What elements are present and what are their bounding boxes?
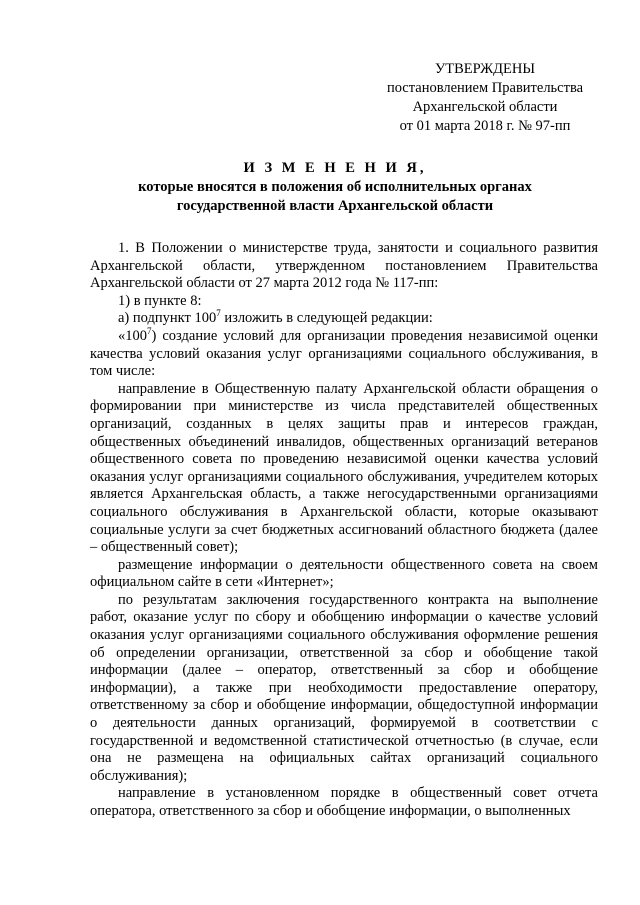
- approval-line-resolution: постановлением Правительства: [386, 80, 584, 96]
- quoted-clause-start: «100: [118, 327, 147, 344]
- approval-line-date-number: от 01 марта 2018 г. № 97-пп: [399, 118, 571, 134]
- subitem-a-superscript: 7: [216, 308, 221, 319]
- subitem-a-text-start: а) подпункт 100: [118, 310, 217, 327]
- heading-title: И З М Е Н Е Н И Я,: [243, 160, 427, 176]
- document-heading: [60, 159, 610, 216]
- approval-line-approved: УТВЕРЖДЕНЫ: [434, 61, 536, 77]
- subitem-a-text-end: изложить в следующей редакции:: [220, 310, 433, 327]
- paragraph-1: 1. В Положении о министерстве труда, занятости и социального развития Архангельской области, утвержденном постановлением Правительства Архангельской области от 27 марта 2012 года № 117-пп:: [90, 240, 598, 292]
- paragraph-subitem-a: [90, 310, 598, 328]
- paragraph-item-1: 1) в пункте 8:: [118, 292, 202, 309]
- paragraph-contract-results: по результатам заключения государственного контракта на выполнение работ, оказание услуг по сбору и обобщению информации о качестве условий оказания услуг организациями социального обслуживания оформление решения об определении организации, ответственной за сбор и обобщение такой информации (далее – оператор, ответственный за сбор и обобщение информации), а также при необходимости предоставление оператору, ответственному за сбор и обобщение информации, общедоступной информации о деятельности данных организаций, формируемой в соответствии с государственной и ведомственной статистической отчетностью (в случае, если она не размещена на официальных сайтах организаций социального обслуживания);: [90, 591, 598, 784]
- heading-subtitle-line1: которые вносятся в положения об исполнительных органах: [138, 179, 532, 195]
- quoted-clause-text: ) создание условий для организации проведения независимой оценки качества условий оказания услуг организациями социального обслуживания, в том числе:: [90, 327, 598, 380]
- paragraph-quoted-clause: [90, 328, 598, 381]
- heading-subtitle-line2: государственной власти Архангельской области: [176, 198, 494, 214]
- approval-line-region: Архангельской области: [412, 99, 558, 115]
- paragraph-operator-report: направление в установленном порядке в общественный совет отчета оператора, ответственного за сбор и обобщение информации, о выполненных: [90, 785, 598, 819]
- approval-stamp: [375, 60, 595, 136]
- quoted-clause-superscript: 7: [147, 326, 152, 337]
- paragraph-website-info: размещение информации о деятельности общественного совета на своем официальном сайте в сети «Интернет»;: [90, 556, 598, 591]
- document-body: [90, 240, 598, 821]
- paragraph-public-chamber: направление в Общественную палату Архангельской области обращения о формировании при министерстве из числа представителей общественных организаций, созданных в целях защиты прав и интересов граждан, общественных объединений инвалидов, общественных организаций ветеранов общественного совета по проведению независимой оценки качества условий оказания услуг организациями социального обслуживания, учредителем которых является Архангельская область, а также негосударственными организациями социального обслуживания в Архангельской области, которые оказывают социальные услуги за счет бюджетных ассигнований областного бюджета (далее – общественный совет);: [90, 380, 598, 556]
